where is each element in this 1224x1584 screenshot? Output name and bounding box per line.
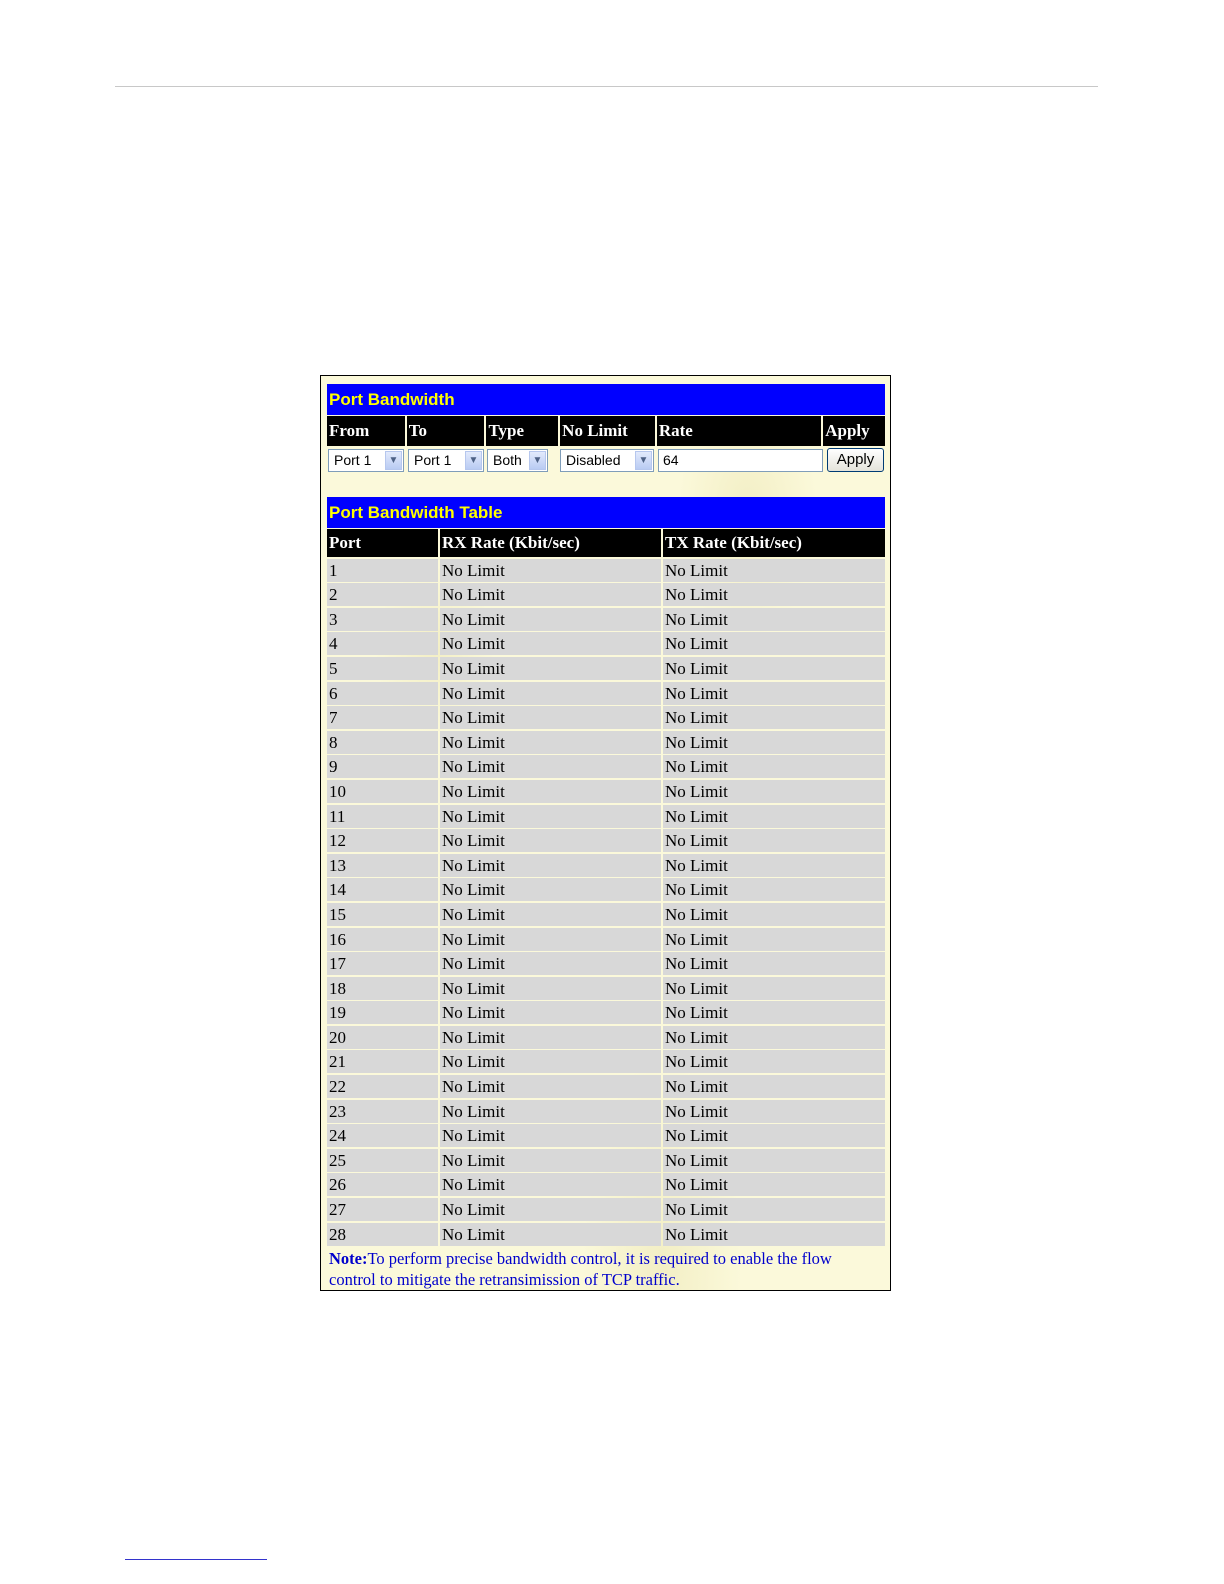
rx-rate-cell: No Limit bbox=[440, 952, 661, 975]
table-row bbox=[327, 952, 885, 975]
port-cell: 8 bbox=[327, 731, 438, 754]
port-cell: 20 bbox=[327, 1026, 438, 1049]
rx-rate-cell: No Limit bbox=[440, 1050, 661, 1073]
no-limit-select[interactable] bbox=[560, 449, 654, 472]
footer-link-underline bbox=[125, 1559, 267, 1560]
port-cell: 13 bbox=[327, 854, 438, 877]
port-cell: 25 bbox=[327, 1149, 438, 1172]
tx-rate-cell: No Limit bbox=[663, 755, 885, 778]
port-cell: 5 bbox=[327, 657, 438, 680]
port-cell: 15 bbox=[327, 903, 438, 926]
rx-rate-cell: No Limit bbox=[440, 706, 661, 729]
port-cell: 6 bbox=[327, 682, 438, 705]
port-bandwidth-header-row bbox=[327, 416, 885, 446]
port-cell: 3 bbox=[327, 608, 438, 631]
chevron-down-icon[interactable]: ▼ bbox=[465, 451, 482, 470]
tx-rate-cell: No Limit bbox=[663, 1026, 885, 1049]
table-row bbox=[327, 1149, 885, 1172]
to-port-value: Port 1 bbox=[414, 452, 452, 468]
rx-rate-cell: No Limit bbox=[440, 854, 661, 877]
apply-button[interactable]: Apply bbox=[827, 448, 884, 472]
rx-rate-cell: No Limit bbox=[440, 780, 661, 803]
tx-rate-cell: No Limit bbox=[663, 1001, 885, 1024]
table-row bbox=[327, 1173, 885, 1196]
page-top-divider bbox=[115, 86, 1098, 87]
table-row bbox=[327, 878, 885, 901]
rx-rate-cell: No Limit bbox=[440, 1173, 661, 1196]
table-row bbox=[327, 682, 885, 705]
note-line-1: To perform precise bandwidth control, it is required to enable the flow bbox=[367, 1248, 832, 1268]
rx-rate-cell: No Limit bbox=[440, 805, 661, 828]
tx-rate-cell: No Limit bbox=[663, 829, 885, 852]
rx-rate-cell: No Limit bbox=[440, 657, 661, 680]
table-row bbox=[327, 657, 885, 680]
tx-rate-cell: No Limit bbox=[663, 657, 885, 680]
port-cell: 22 bbox=[327, 1075, 438, 1098]
port-cell: 9 bbox=[327, 755, 438, 778]
tx-rate-cell: No Limit bbox=[663, 608, 885, 631]
rx-rate-cell: No Limit bbox=[440, 1026, 661, 1049]
table-row bbox=[327, 977, 885, 1000]
port-cell: 10 bbox=[327, 780, 438, 803]
tx-rate-cell: No Limit bbox=[663, 1124, 885, 1147]
rx-rate-cell: No Limit bbox=[440, 829, 661, 852]
table-row bbox=[327, 903, 885, 926]
table-row bbox=[327, 805, 885, 828]
from-port-select[interactable] bbox=[328, 449, 404, 472]
rx-rate-cell: No Limit bbox=[440, 682, 661, 705]
port-bandwidth-title: Port Bandwidth bbox=[327, 384, 885, 415]
tx-rate-cell: No Limit bbox=[663, 682, 885, 705]
tx-rate-cell: No Limit bbox=[663, 632, 885, 655]
note-text bbox=[327, 1248, 885, 1290]
tx-rate-cell: No Limit bbox=[663, 583, 885, 606]
tx-rate-cell: No Limit bbox=[663, 1173, 885, 1196]
table-row bbox=[327, 780, 885, 803]
tx-rate-cell: No Limit bbox=[663, 1198, 885, 1221]
chevron-down-icon[interactable]: ▼ bbox=[635, 451, 652, 470]
chevron-down-icon[interactable]: ▼ bbox=[529, 451, 546, 470]
tx-rate-cell: No Limit bbox=[663, 903, 885, 926]
port-bandwidth-controls bbox=[327, 447, 885, 477]
port-cell: 14 bbox=[327, 878, 438, 901]
port-cell: 1 bbox=[327, 559, 438, 582]
rx-rate-cell: No Limit bbox=[440, 731, 661, 754]
type-value: Both bbox=[493, 452, 522, 468]
port-bandwidth-panel bbox=[320, 375, 891, 1291]
header-port: Port bbox=[327, 529, 438, 557]
header-rate: Rate bbox=[657, 416, 821, 446]
header-rx-rate: RX Rate (Kbit/sec) bbox=[440, 529, 661, 557]
rx-rate-cell: No Limit bbox=[440, 977, 661, 1000]
tx-rate-cell: No Limit bbox=[663, 854, 885, 877]
table-row bbox=[327, 1100, 885, 1123]
tx-rate-cell: No Limit bbox=[663, 1100, 885, 1123]
port-cell: 23 bbox=[327, 1100, 438, 1123]
rx-rate-cell: No Limit bbox=[440, 1198, 661, 1221]
rate-input[interactable]: 64 bbox=[658, 449, 823, 472]
table-row bbox=[327, 706, 885, 729]
rx-rate-cell: No Limit bbox=[440, 632, 661, 655]
header-apply: Apply bbox=[823, 416, 885, 446]
rx-rate-cell: No Limit bbox=[440, 1149, 661, 1172]
tx-rate-cell: No Limit bbox=[663, 805, 885, 828]
tx-rate-cell: No Limit bbox=[663, 780, 885, 803]
port-cell: 16 bbox=[327, 928, 438, 951]
table-row bbox=[327, 1050, 885, 1073]
chevron-down-icon[interactable]: ▼ bbox=[385, 451, 402, 470]
port-cell: 2 bbox=[327, 583, 438, 606]
rx-rate-cell: No Limit bbox=[440, 1223, 661, 1246]
port-cell: 18 bbox=[327, 977, 438, 1000]
rx-rate-cell: No Limit bbox=[440, 903, 661, 926]
tx-rate-cell: No Limit bbox=[663, 1223, 885, 1246]
table-row bbox=[327, 731, 885, 754]
table-row bbox=[327, 854, 885, 877]
header-from: From bbox=[327, 416, 405, 446]
note-label: Note: bbox=[329, 1248, 368, 1268]
table-row bbox=[327, 1124, 885, 1147]
rx-rate-cell: No Limit bbox=[440, 1075, 661, 1098]
rx-rate-cell: No Limit bbox=[440, 755, 661, 778]
tx-rate-cell: No Limit bbox=[663, 706, 885, 729]
port-cell: 24 bbox=[327, 1124, 438, 1147]
from-port-value: Port 1 bbox=[334, 452, 372, 468]
header-to: To bbox=[407, 416, 485, 446]
tx-rate-cell: No Limit bbox=[663, 952, 885, 975]
port-bandwidth-table-title: Port Bandwidth Table bbox=[327, 497, 885, 528]
table-row bbox=[327, 1075, 885, 1098]
table-body bbox=[327, 559, 885, 1246]
header-type: Type bbox=[486, 416, 558, 446]
rx-rate-cell: No Limit bbox=[440, 583, 661, 606]
tx-rate-cell: No Limit bbox=[663, 559, 885, 582]
table-row bbox=[327, 1198, 885, 1221]
port-cell: 26 bbox=[327, 1173, 438, 1196]
port-cell: 17 bbox=[327, 952, 438, 975]
port-cell: 12 bbox=[327, 829, 438, 852]
port-cell: 11 bbox=[327, 805, 438, 828]
tx-rate-cell: No Limit bbox=[663, 731, 885, 754]
port-cell: 7 bbox=[327, 706, 438, 729]
rx-rate-cell: No Limit bbox=[440, 1001, 661, 1024]
tx-rate-cell: No Limit bbox=[663, 878, 885, 901]
rx-rate-cell: No Limit bbox=[440, 878, 661, 901]
port-cell: 28 bbox=[327, 1223, 438, 1246]
table-row bbox=[327, 608, 885, 631]
tx-rate-cell: No Limit bbox=[663, 1149, 885, 1172]
no-limit-value: Disabled bbox=[566, 452, 621, 468]
table-row bbox=[327, 1223, 885, 1246]
tx-rate-cell: No Limit bbox=[663, 977, 885, 1000]
table-row bbox=[327, 583, 885, 606]
tx-rate-cell: No Limit bbox=[663, 1050, 885, 1073]
tx-rate-cell: No Limit bbox=[663, 1075, 885, 1098]
table-row bbox=[327, 1026, 885, 1049]
type-select[interactable] bbox=[487, 449, 548, 472]
table-row bbox=[327, 829, 885, 852]
header-tx-rate: TX Rate (Kbit/sec) bbox=[663, 529, 885, 557]
table-header-row bbox=[327, 529, 885, 557]
tx-rate-cell: No Limit bbox=[663, 928, 885, 951]
table-row bbox=[327, 632, 885, 655]
port-cell: 21 bbox=[327, 1050, 438, 1073]
to-port-select[interactable] bbox=[408, 449, 484, 472]
table-row bbox=[327, 1001, 885, 1024]
note-line-2: control to mitigate the retransimission of TCP traffic. bbox=[329, 1269, 680, 1289]
table-row bbox=[327, 559, 885, 582]
rx-rate-cell: No Limit bbox=[440, 608, 661, 631]
rx-rate-cell: No Limit bbox=[440, 1100, 661, 1123]
rx-rate-cell: No Limit bbox=[440, 928, 661, 951]
header-no-limit: No Limit bbox=[560, 416, 655, 446]
port-cell: 19 bbox=[327, 1001, 438, 1024]
table-row bbox=[327, 928, 885, 951]
port-cell: 27 bbox=[327, 1198, 438, 1221]
table-row bbox=[327, 755, 885, 778]
rx-rate-cell: No Limit bbox=[440, 1124, 661, 1147]
port-cell: 4 bbox=[327, 632, 438, 655]
rx-rate-cell: No Limit bbox=[440, 559, 661, 582]
